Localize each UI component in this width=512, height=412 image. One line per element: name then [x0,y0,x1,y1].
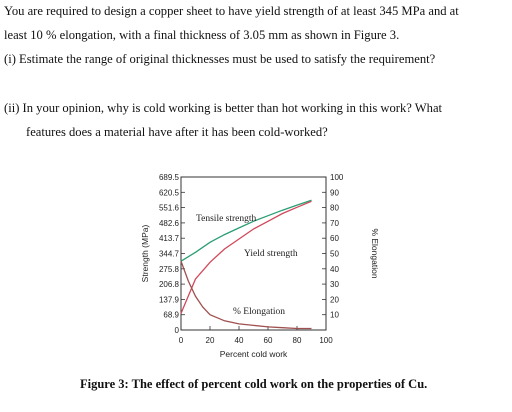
x-axis-title: Percent cold work [219,349,288,359]
y-right-tick-label: 50 [330,249,339,259]
y-right-tick-label: 90 [330,188,339,198]
y-right-tick-label: 70 [330,218,339,228]
y-right-tick-label: 80 [330,203,339,213]
question-part-ii-line-1: (ii) In your opinion, why is cold working is better than hot working in this work? What [4,101,443,115]
question-line-2: least 10 % elongation, with a final thickness of 3.05 mm as shown in Figure 3. [4,28,400,42]
series-line-2 [181,261,312,328]
y-right-tick-label: 20 [330,295,339,305]
y-left-tick-label: 275.8 [158,264,179,274]
y-right-axis-title: % Elongation [370,228,380,279]
y-right-tick-label: 40 [330,264,339,274]
x-tick-label: 20 [205,336,215,345]
x-tick-label: 100 [319,336,333,345]
y-left-tick-label: 482.6 [158,218,179,228]
y-left-axis-title: Strength (MPa) [140,224,150,283]
y-right-tick-label: 60 [330,234,339,244]
x-tick-label: 40 [234,336,244,345]
y-left-tick-label: 68.9 [163,310,179,320]
x-tick-label: 60 [263,336,273,345]
series-label-yield: Yield strength [244,249,298,259]
series-label-elongation: % Elongation [233,307,285,317]
y-left-tick-label: 620.5 [158,188,179,198]
y-left-tick-label: 344.7 [158,249,179,259]
y-left-tick-label: 206.8 [158,280,179,290]
y-left-tick-label: 137.9 [158,295,179,305]
x-tick-label: 80 [292,336,302,345]
y-left-tick-label: 551.6 [158,203,179,213]
y-right-tick-label: 30 [330,280,339,290]
question-part-i: (i) Estimate the range of original thicknesses must be used to satisfy the requirement? [4,52,436,66]
y-left-tick-label: 0 [174,326,179,335]
y-right-tick-label: 100 [330,173,344,182]
y-right-tick-label: 10 [330,310,339,320]
series-label-tensile: Tensile strength [196,214,257,224]
figure-caption: Figure 3: The effect of percent cold work on the properties of Cu. [80,377,428,391]
y-left-tick-label: 689.5 [158,173,179,182]
x-tick-label: 0 [178,336,184,345]
question-part-ii-line-2: features does a material have after it has been cold-worked? [26,125,328,139]
y-left-tick-label: 413.7 [158,234,179,244]
question-line-1: You are required to design a copper sheet to have yield strength of at least 345 MPa and at [4,4,459,18]
